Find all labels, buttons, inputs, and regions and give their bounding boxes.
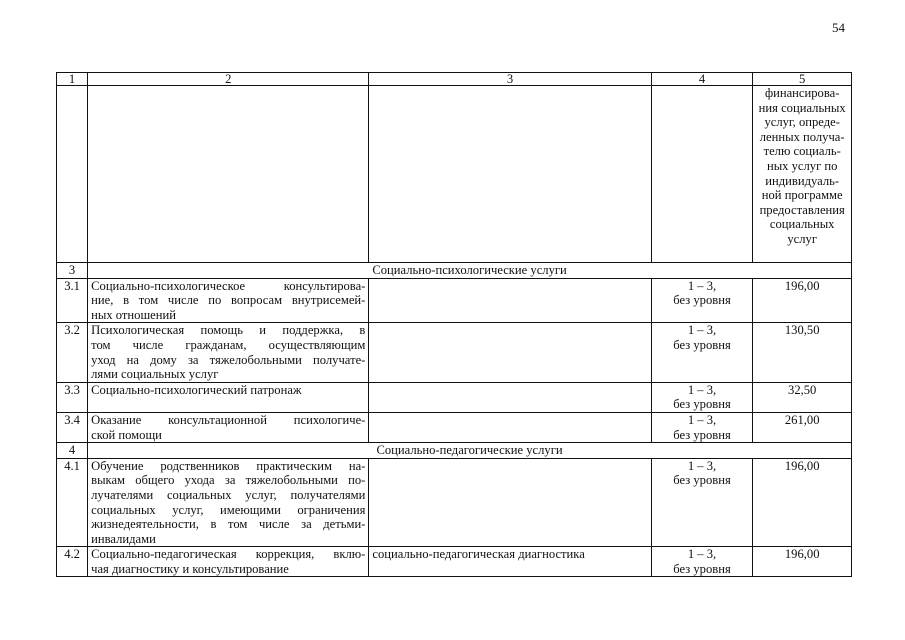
continuation-text: [753, 86, 852, 263]
cell-line: Социально-психологический патронаж: [91, 382, 302, 397]
cell-line: уход на дому за тяжелобольными получате-: [91, 352, 366, 367]
service-content: [369, 458, 651, 547]
cell-line: 1 – 3,: [687, 547, 717, 562]
service-row: [57, 547, 852, 577]
service-level: [651, 323, 753, 382]
cell-line: без уровня: [673, 337, 731, 352]
cell-line: без уровня: [673, 427, 731, 442]
section-header-row: [57, 263, 852, 279]
continuation-row: [57, 86, 852, 263]
cell-line: чая диагностику и консультирование: [91, 561, 289, 576]
cell-line: телю социаль-: [763, 144, 841, 159]
cell-line: ных услуг по: [766, 158, 838, 173]
cell-line: Обучение родственников практическим на-: [91, 458, 366, 473]
cell-line: ния социальных: [758, 100, 846, 115]
service-content: [369, 382, 651, 412]
cell-line: выкам общего ухода за тяжелобольными по-: [91, 473, 366, 488]
cell-line: финансирова-: [764, 86, 840, 100]
service-level: [651, 382, 753, 412]
cell-line: ленных получа-: [759, 129, 845, 144]
cell-line: том числе гражданам, осуществляющим: [91, 337, 366, 352]
column-number: 2: [88, 73, 369, 86]
cell-line: без уровня: [673, 397, 731, 412]
section-number: 4: [57, 443, 88, 459]
service-price: 130,50: [753, 323, 852, 382]
column-number: 1: [57, 73, 88, 86]
service-row: [57, 323, 852, 382]
cell-line: Оказание консультационной психологиче-: [91, 412, 366, 427]
cell-line: 1 – 3,: [687, 382, 717, 397]
service-price: 196,00: [753, 458, 852, 547]
service-row: [57, 412, 852, 442]
service-name: [88, 547, 369, 577]
cell-line: услуг, опреде-: [764, 115, 840, 130]
service-name: [88, 278, 369, 323]
cell-line: Социально-педагогическая коррекция, вклю-: [91, 547, 366, 562]
cell-line: Социально-психологическое консультирова-: [91, 278, 366, 293]
service-row: [57, 382, 852, 412]
column-number: 3: [369, 73, 651, 86]
service-level: [651, 412, 753, 442]
cell-line: без уровня: [673, 293, 731, 308]
cell-line: индивидуаль-: [765, 173, 840, 188]
service-row: [57, 278, 852, 323]
column-number-row: [57, 73, 852, 86]
cell-line: 1 – 3,: [687, 412, 717, 427]
service-content: социально-педагогическая диагностика: [369, 547, 651, 577]
service-number: 3.3: [57, 382, 88, 412]
column-number: 4: [651, 73, 753, 86]
cell-line: предоставления: [759, 202, 845, 217]
service-price: 196,00: [753, 278, 852, 323]
service-number: 3.1: [57, 278, 88, 323]
cell-line: без уровня: [673, 473, 731, 488]
section-title: Социально-психологические услуги: [88, 263, 852, 279]
service-number: 3.2: [57, 323, 88, 382]
section-header-row: [57, 443, 852, 459]
service-price: 32,50: [753, 382, 852, 412]
service-content: [369, 412, 651, 442]
cell-line: социальных услуг, имеющими ограничения: [91, 502, 366, 517]
cell-line: инвалидами: [91, 531, 156, 546]
page-number: 54: [832, 20, 845, 35]
cell-line: 1 – 3,: [687, 458, 717, 473]
service-name: [88, 458, 369, 547]
service-level: [651, 278, 753, 323]
cell-line: лями социальных услуг: [91, 367, 219, 382]
service-content: [369, 278, 651, 323]
service-number: 3.4: [57, 412, 88, 442]
section-title: Социально-педагогические услуги: [88, 443, 852, 459]
column-number: 5: [753, 73, 852, 86]
cell-line: 1 – 3,: [687, 323, 717, 338]
cell-line: услуг: [787, 231, 817, 246]
service-level: [651, 458, 753, 547]
services-table: [56, 72, 852, 577]
cell-line: лучателями социальных услуг, получателями: [91, 487, 366, 502]
service-level: [651, 547, 753, 577]
service-price: 196,00: [753, 547, 852, 577]
cell-line: ной программе: [761, 188, 843, 203]
cell-line: Психологическая помощь и поддержка, в: [91, 323, 366, 338]
cell-line: ных отношений: [91, 307, 176, 322]
cell-line: ской помощи: [91, 427, 162, 442]
service-name: [88, 323, 369, 382]
service-name: [88, 382, 369, 412]
service-content: [369, 323, 651, 382]
cell-line: 1 – 3,: [687, 278, 717, 293]
section-number: 3: [57, 263, 88, 279]
service-row: [57, 458, 852, 547]
cell-line: жизнедеятельности, в том числе за детьми-: [91, 517, 366, 532]
service-name: [88, 412, 369, 442]
service-number: 4.2: [57, 547, 88, 577]
service-price: 261,00: [753, 412, 852, 442]
cell-line: без уровня: [673, 561, 731, 576]
cell-line: ние, в том числе по вопросам внутрисемей-: [91, 293, 366, 308]
cell-line: социальных: [769, 217, 835, 232]
service-number: 4.1: [57, 458, 88, 547]
